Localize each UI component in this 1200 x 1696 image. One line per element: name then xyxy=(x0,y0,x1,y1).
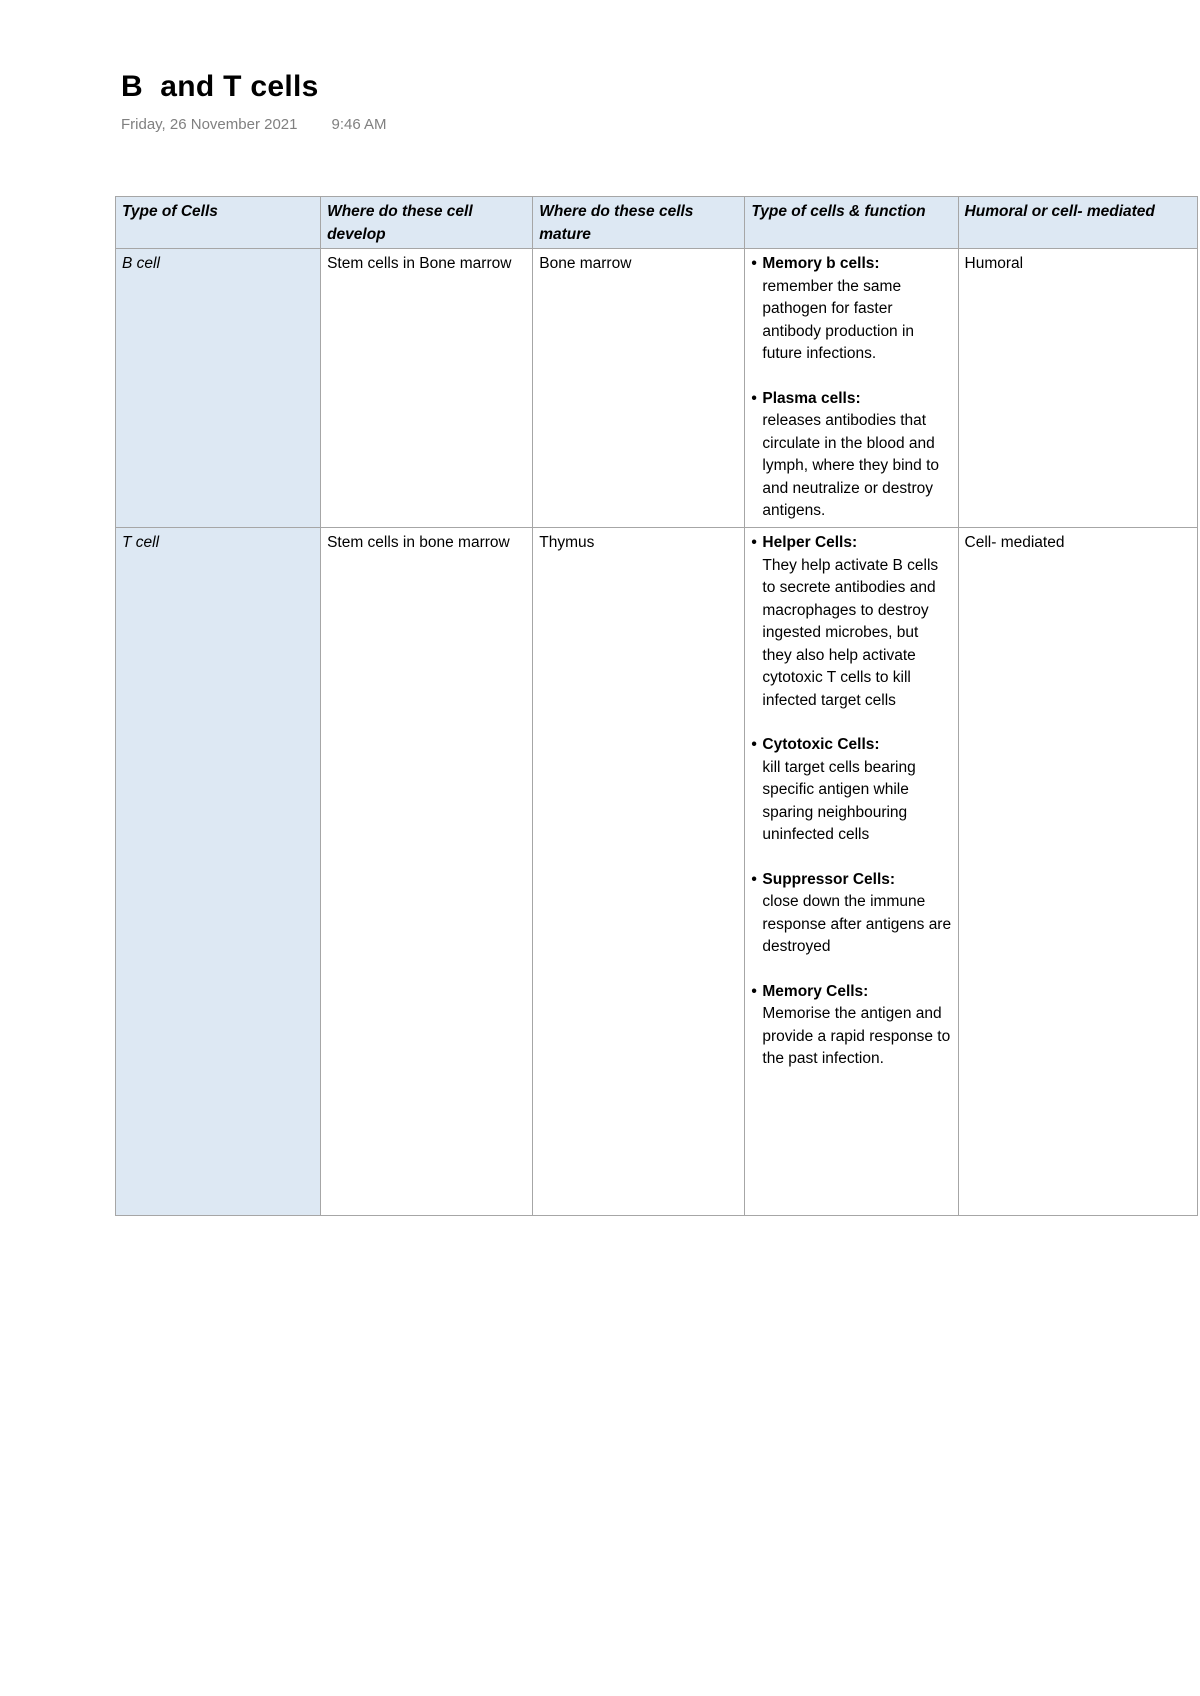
cell-mature: Bone marrow xyxy=(533,249,745,528)
table-row-t-cell xyxy=(116,528,1198,1216)
bullet-icon: • xyxy=(751,982,757,1000)
cell-functions xyxy=(745,528,958,1216)
function-item xyxy=(751,869,951,959)
header-develop: Where do these cell develop xyxy=(321,197,533,249)
page-time: 9:46 AM xyxy=(331,116,387,133)
function-name: Helper Cells: xyxy=(762,534,858,551)
cell-type: B cell xyxy=(116,249,321,528)
cell-type: T cell xyxy=(116,528,321,1216)
function-name: Cytotoxic Cells: xyxy=(762,736,880,753)
cells-table xyxy=(115,196,1198,1216)
page-date: Friday, 26 November 2021 xyxy=(121,116,298,133)
cell-mediation: Cell- mediated xyxy=(958,528,1197,1216)
function-item xyxy=(751,253,951,366)
header-function: Type of cells & function xyxy=(745,197,958,249)
function-item xyxy=(751,388,951,523)
function-desc: releases antibodies that circulate in the blood and lymph, where they bind to and neutralize or destroy antigens. xyxy=(762,412,940,519)
page-title: B and T cells xyxy=(121,70,319,103)
bullet-icon: • xyxy=(751,870,757,888)
function-item xyxy=(751,981,951,1071)
function-name: Memory b cells: xyxy=(762,255,880,272)
function-name: Memory Cells: xyxy=(762,982,869,1000)
function-name: Suppressor Cells: xyxy=(762,870,896,888)
header-type-of-cells: Type of Cells xyxy=(116,197,321,249)
function-list xyxy=(751,253,951,523)
table-row-b-cell xyxy=(116,249,1198,528)
bullet-icon: • xyxy=(751,389,757,407)
function-name: Plasma cells: xyxy=(762,389,861,407)
function-desc: kill target cells bearing specific antigen while sparing neighbouring uninfected cells xyxy=(762,758,916,843)
page-timestamp xyxy=(121,116,387,133)
function-desc: They help activate B cells to secrete antibodies and macrophages to destroy ingested microbes, but they also help activate cytotoxic T cells to kill infected target cells xyxy=(762,556,939,709)
cell-mature: Thymus xyxy=(533,528,745,1216)
table-header-row xyxy=(116,197,1198,249)
header-mediation: Humoral or cell- mediated xyxy=(958,197,1197,249)
bullet-icon: • xyxy=(751,255,757,272)
function-item xyxy=(751,734,951,847)
cell-functions xyxy=(745,249,958,528)
bullet-icon: • xyxy=(751,736,757,753)
function-desc: Memorise the antigen and provide a rapid response to the past infection. xyxy=(762,1005,951,1067)
cell-develop: Stem cells in Bone marrow xyxy=(321,249,533,528)
cell-mediation: Humoral xyxy=(958,249,1197,528)
cell-develop: Stem cells in bone marrow xyxy=(321,528,533,1216)
header-mature: Where do these cells mature xyxy=(533,197,745,249)
function-desc: remember the same pathogen for faster antibody production in future infections. xyxy=(762,277,915,362)
function-list xyxy=(751,532,951,1071)
bullet-icon: • xyxy=(751,534,757,551)
function-desc: close down the immune response after antigens are destroyed xyxy=(762,893,952,955)
function-item xyxy=(751,532,951,712)
